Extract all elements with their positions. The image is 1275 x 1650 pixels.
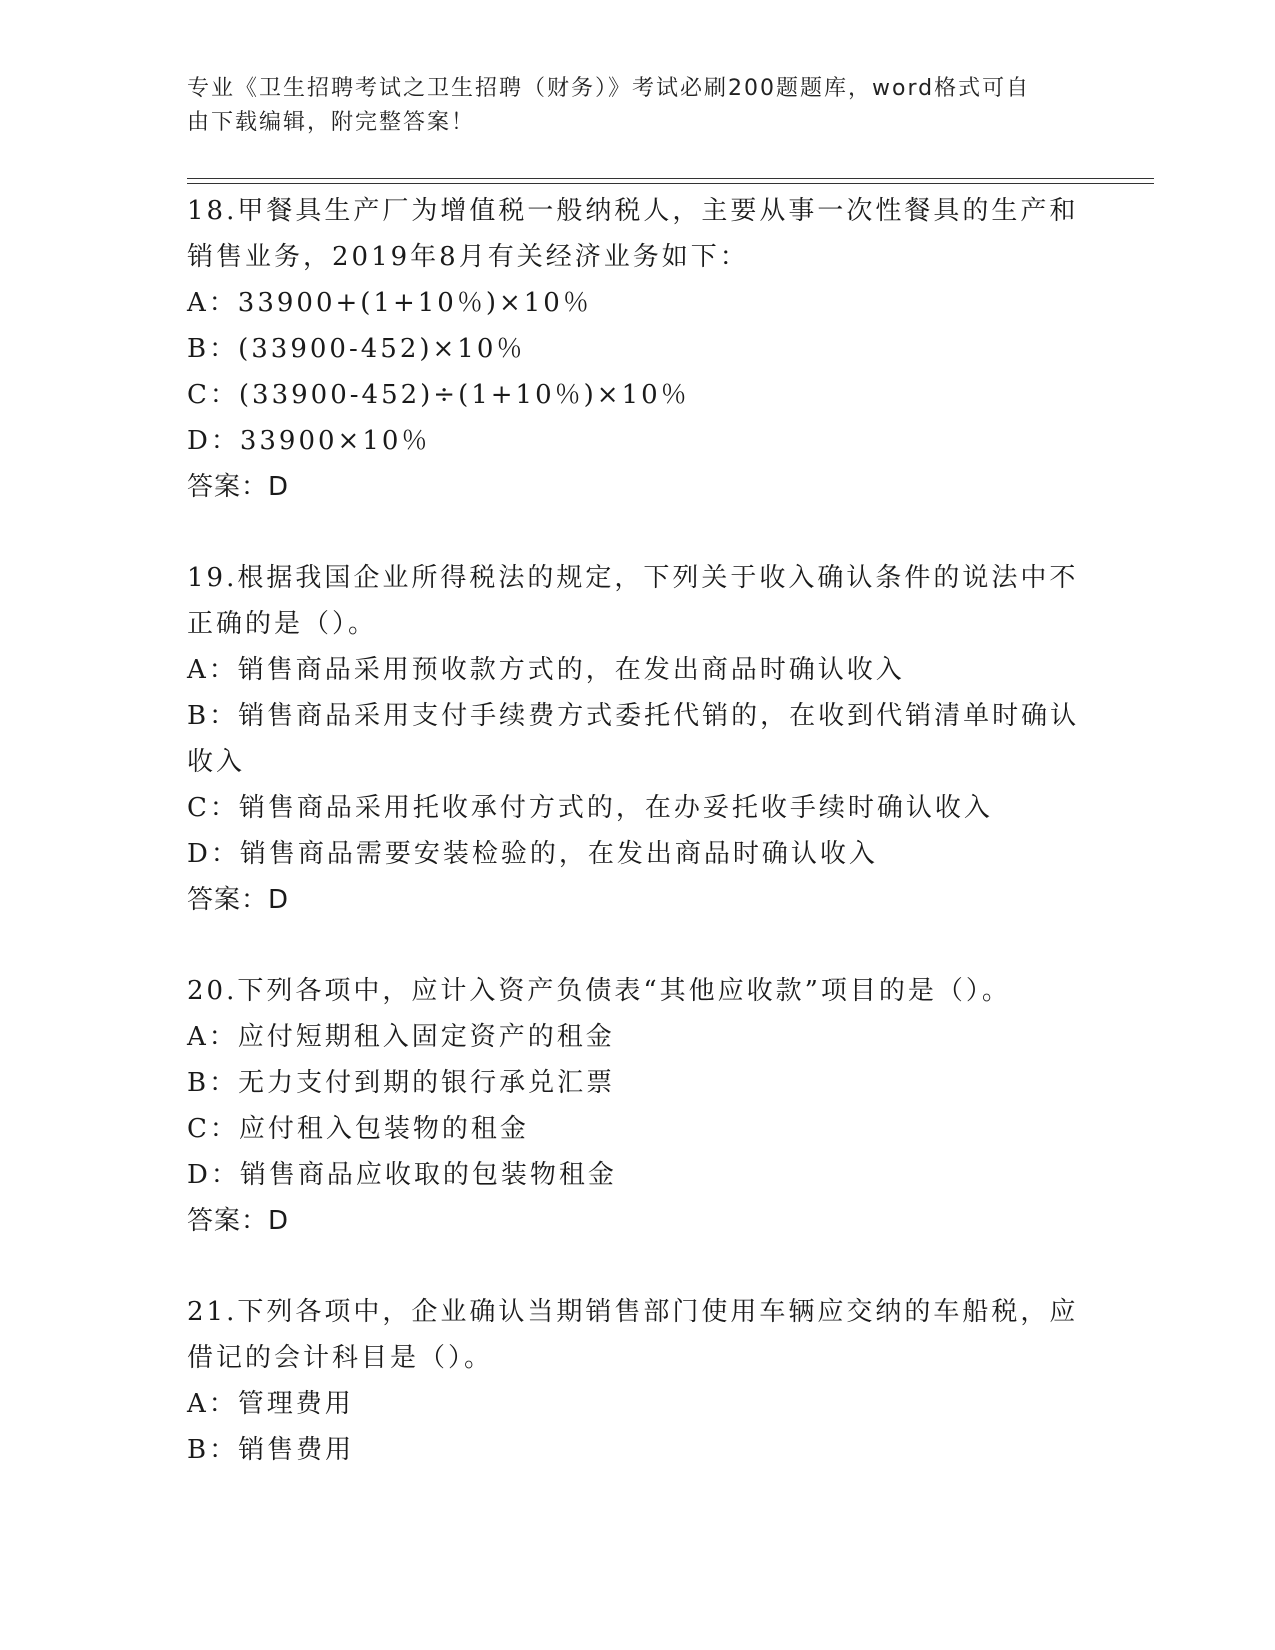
header-divider-top xyxy=(187,178,1154,179)
header-line-2: 由下载编辑，附完整答案！ xyxy=(187,110,476,135)
option-line: 收入 xyxy=(187,747,246,777)
question-18 xyxy=(187,188,1087,510)
option-line: B：销售商品采用支付手续费方式委托代销的，在收到代销清单时确认 xyxy=(187,701,1080,731)
option-line: A：应付短期租入固定资产的租金 xyxy=(187,1022,615,1052)
question-list xyxy=(187,188,1087,1518)
question-19 xyxy=(187,555,1087,923)
question-stem-line: 借记的会计科目是（）。 xyxy=(187,1343,494,1373)
option-line: C：(33900-452)÷(1+10％)×10％ xyxy=(187,380,690,410)
option-line: C：应付租入包装物的租金 xyxy=(187,1114,529,1144)
answer-line: 答案：D xyxy=(187,472,290,502)
option-line: D：销售商品需要安装检验的，在发出商品时确认收入 xyxy=(187,839,878,869)
option-line: A：销售商品采用预收款方式的，在发出商品时确认收入 xyxy=(187,655,905,685)
question-stem-line: 21.下列各项中，企业确认当期销售部门使用车辆应交纳的车船税，应 xyxy=(187,1297,1079,1327)
question-20 xyxy=(187,968,1087,1244)
option-line: B：(33900-452)×10％ xyxy=(187,334,526,364)
option-line: A：管理费用 xyxy=(187,1389,354,1419)
question-stem-line: 18.甲餐具生产厂为增值税一般纳税人，主要从事一次性餐具的生产和 xyxy=(187,196,1079,226)
option-line: D：销售商品应收取的包装物租金 xyxy=(187,1160,617,1190)
option-line: B：无力支付到期的银行承兑汇票 xyxy=(187,1068,616,1098)
question-stem-line: 正确的是（）。 xyxy=(187,609,378,639)
question-21 xyxy=(187,1289,1087,1473)
option-line: B：销售费用 xyxy=(187,1435,355,1465)
header-divider-bottom xyxy=(187,183,1154,184)
option-line: A：33900+(1+10％)×10％ xyxy=(187,288,592,318)
answer-line: 答案：D xyxy=(187,1206,290,1236)
document-header xyxy=(187,72,1067,140)
option-line: C：销售商品采用托收承付方式的，在办妥托收手续时确认收入 xyxy=(187,793,993,823)
question-stem-line: 销售业务，2019年8月有关经济业务如下： xyxy=(187,242,749,272)
question-stem-line: 19.根据我国企业所得税法的规定，下列关于收入确认条件的说法中不 xyxy=(187,563,1079,593)
answer-line: 答案：D xyxy=(187,885,290,915)
question-stem-line: 20.下列各项中，应计入资产负债表“其他应收款”项目的是（）。 xyxy=(187,976,1011,1006)
header-line-1: 专业《卫生招聘考试之卫生招聘（财务）》考试必刷200题题库，word格式可自 xyxy=(187,76,1031,101)
option-line: D：33900×10％ xyxy=(187,426,431,456)
